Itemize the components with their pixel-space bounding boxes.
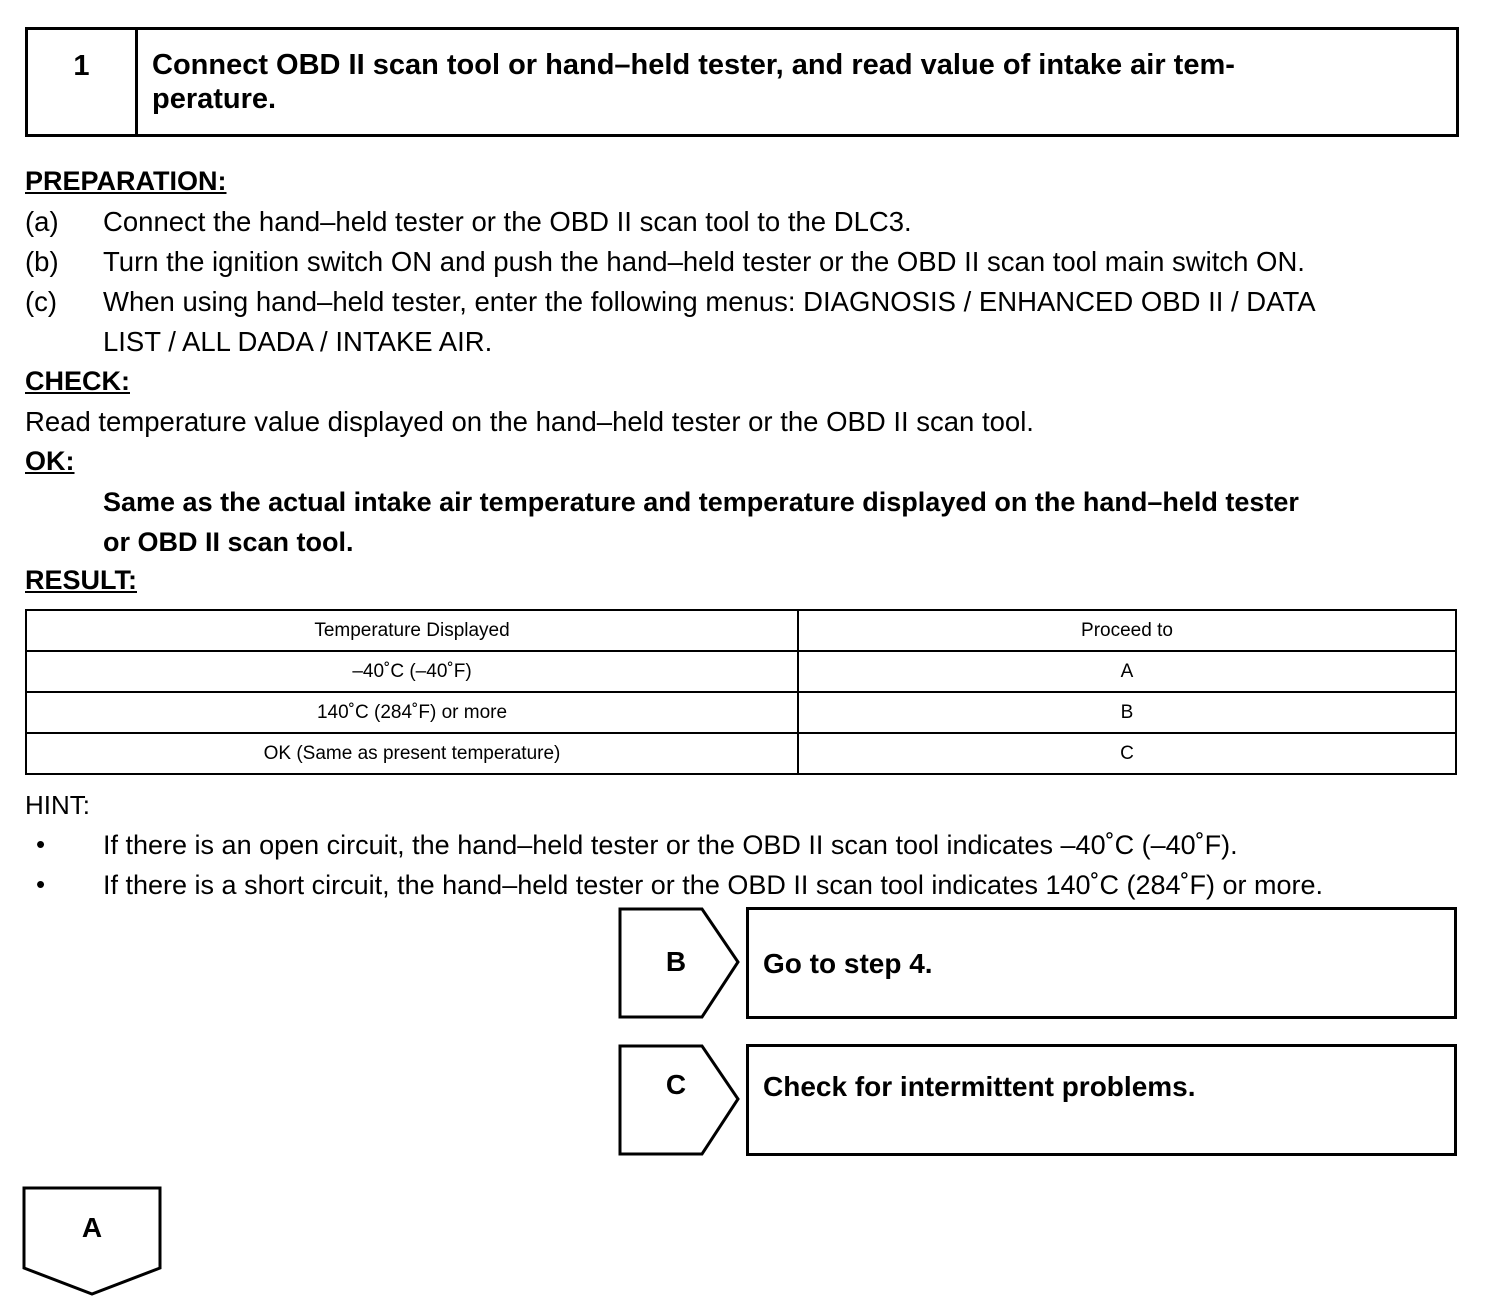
result-heading: RESULT: [25, 565, 137, 595]
outcome-b-action: Go to step 4. [763, 948, 933, 979]
step-number: 1 [28, 30, 138, 134]
outcome-c-action: Check for intermittent problems. [763, 1071, 1196, 1102]
result-table [25, 609, 1457, 775]
result-table-header-row [26, 610, 1456, 651]
table-cell-temperature: –40˚C (–40˚F) [26, 651, 798, 692]
prep-item-c-text-line1: When using hand–held tester, enter the following menus: DIAGNOSIS / ENHANCED OBD II / DATA [103, 286, 1316, 317]
bullet-icon: • [36, 869, 46, 899]
hint-heading: HINT: [25, 790, 90, 820]
table-cell-proceed: A [798, 651, 1456, 692]
check-heading: CHECK: [25, 366, 130, 396]
outcome-c-label: C [665, 1069, 687, 1100]
ok-text-line1: Same as the actual intake air temperature and temperature displayed on the hand–held tester [103, 487, 1299, 517]
table-row [26, 692, 1456, 733]
table-row [26, 651, 1456, 692]
outcome-c-arrow-icon [618, 1044, 744, 1158]
table-cell-temperature: OK (Same as present temperature) [26, 733, 798, 774]
check-text: Read temperature value displayed on the hand–held tester or the OBD II scan tool. [25, 406, 1034, 437]
bullet-icon: • [36, 829, 46, 859]
table-row [26, 733, 1456, 774]
ok-text-line2: or OBD II scan tool. [103, 527, 354, 557]
prep-item-c-label: (c) [25, 286, 58, 317]
step-title-line2: perature. [152, 83, 277, 115]
table-cell-proceed: C [798, 733, 1456, 774]
hint-item-1: If there is an open circuit, the hand–held tester or the OBD II scan tool indicates –40˚C (–40˚F). [103, 830, 1238, 860]
outcome-c-box [746, 1044, 1457, 1156]
ok-heading: OK: [25, 446, 75, 476]
prep-item-b-label: (b) [25, 246, 59, 277]
prep-item-a-label: (a) [25, 206, 59, 237]
outcome-a-label: A [81, 1212, 103, 1243]
preparation-heading: PREPARATION: [25, 166, 227, 196]
outcome-b-box [746, 907, 1457, 1019]
step-header-box [25, 27, 1459, 137]
outcome-b-label: B [665, 946, 687, 977]
table-cell-proceed: B [798, 692, 1456, 733]
table-cell-temperature: 140˚C (284˚F) or more [26, 692, 798, 733]
hint-item-2: If there is a short circuit, the hand–held tester or the OBD II scan tool indicates 140˚C (284˚F) or more. [103, 870, 1324, 900]
prep-item-a-text: Connect the hand–held tester or the OBD II scan tool to the DLC3. [103, 206, 912, 237]
column-header-proceed: Proceed to [798, 610, 1456, 651]
step-title-line1: Connect OBD II scan tool or hand–held tester, and read value of intake air tem- [152, 49, 1235, 81]
column-header-temperature: Temperature Displayed [26, 610, 798, 651]
step-title [152, 48, 1442, 116]
prep-item-c-text-line2: LIST / ALL DADA / INTAKE AIR. [103, 326, 493, 357]
prep-item-b-text: Turn the ignition switch ON and push the hand–held tester or the OBD II scan tool main switch ON. [103, 246, 1305, 277]
